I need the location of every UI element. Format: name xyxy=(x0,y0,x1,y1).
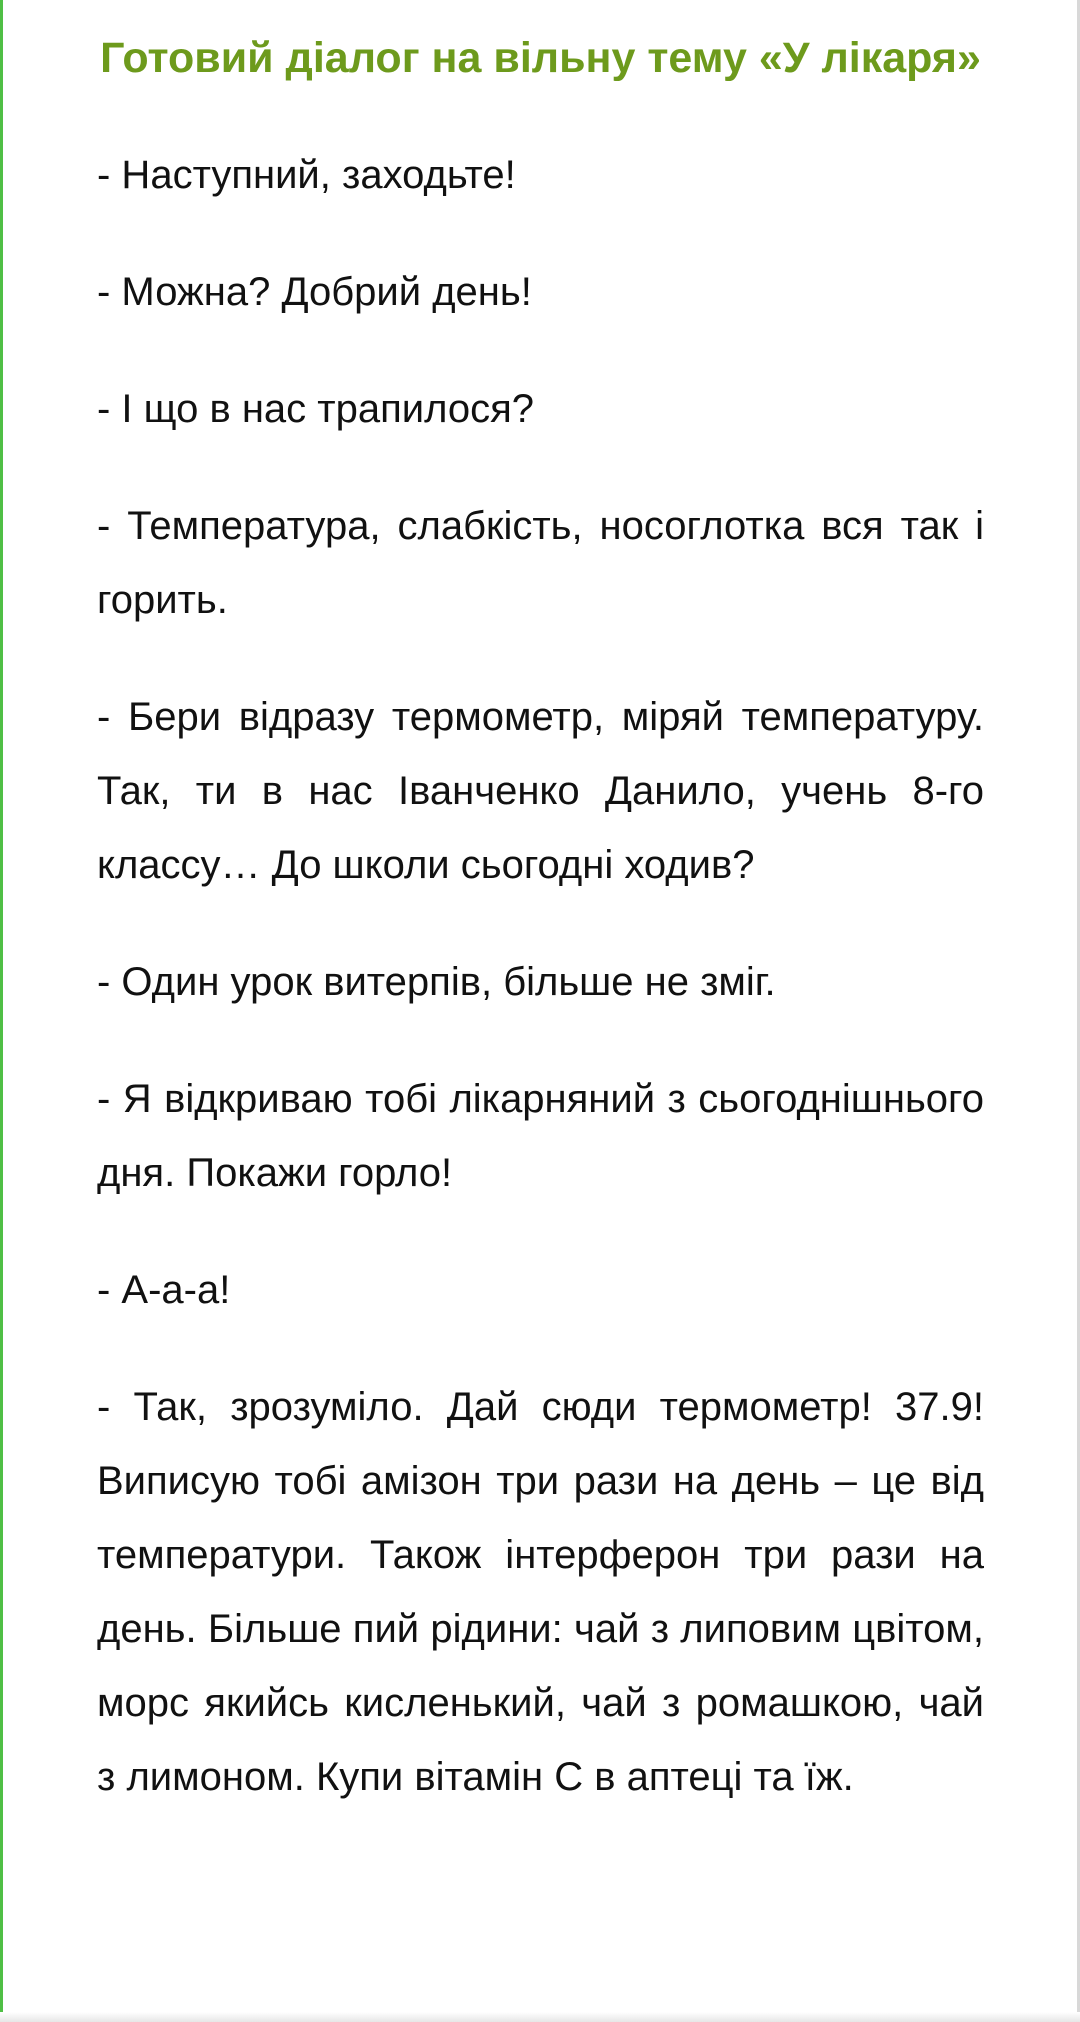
dialog-line: - Так, зрозуміло. Дай сюди термометр! 37.9! Виписую тобі амізон три рази на день – це від температури. Також інтерферон три рази на день. Більше пий рідини: чай з липовим цвітом, морс якийсь кисленький, чай з ромашкою, чай з лимоном. Купи вітамін С в аптеці та їж. xyxy=(97,1385,984,1799)
dialog-line: - І що в нас трапилося? xyxy=(97,387,535,431)
article-title: Готовий діалог на вільну тему «У лікаря» xyxy=(100,34,981,82)
dialog-line: - Можна? Добрий день! xyxy=(97,270,532,314)
dialog-line: - Наступний, заходьте! xyxy=(97,153,516,197)
dialog-line: - Температура, слабкість, носоглотка вся так і горить. xyxy=(97,504,984,622)
page-left-border xyxy=(0,0,3,2022)
article-content xyxy=(97,30,984,1857)
scroll-edge-shadow xyxy=(0,2012,1080,2022)
dialog-line: - Один урок витерпів, більше не зміг. xyxy=(97,960,776,1004)
dialog-line: - Бери відразу термометр, міряй температуру. Так, ти в нас Іванченко Данило, учень 8-го классу… До школи сьогодні ходив? xyxy=(97,695,984,887)
dialog-line: - Я відкриваю тобі лікарняний з сьогоднішнього дня. Покажи горло! xyxy=(97,1077,984,1195)
dialog-line: - А-а-а! xyxy=(97,1268,231,1312)
